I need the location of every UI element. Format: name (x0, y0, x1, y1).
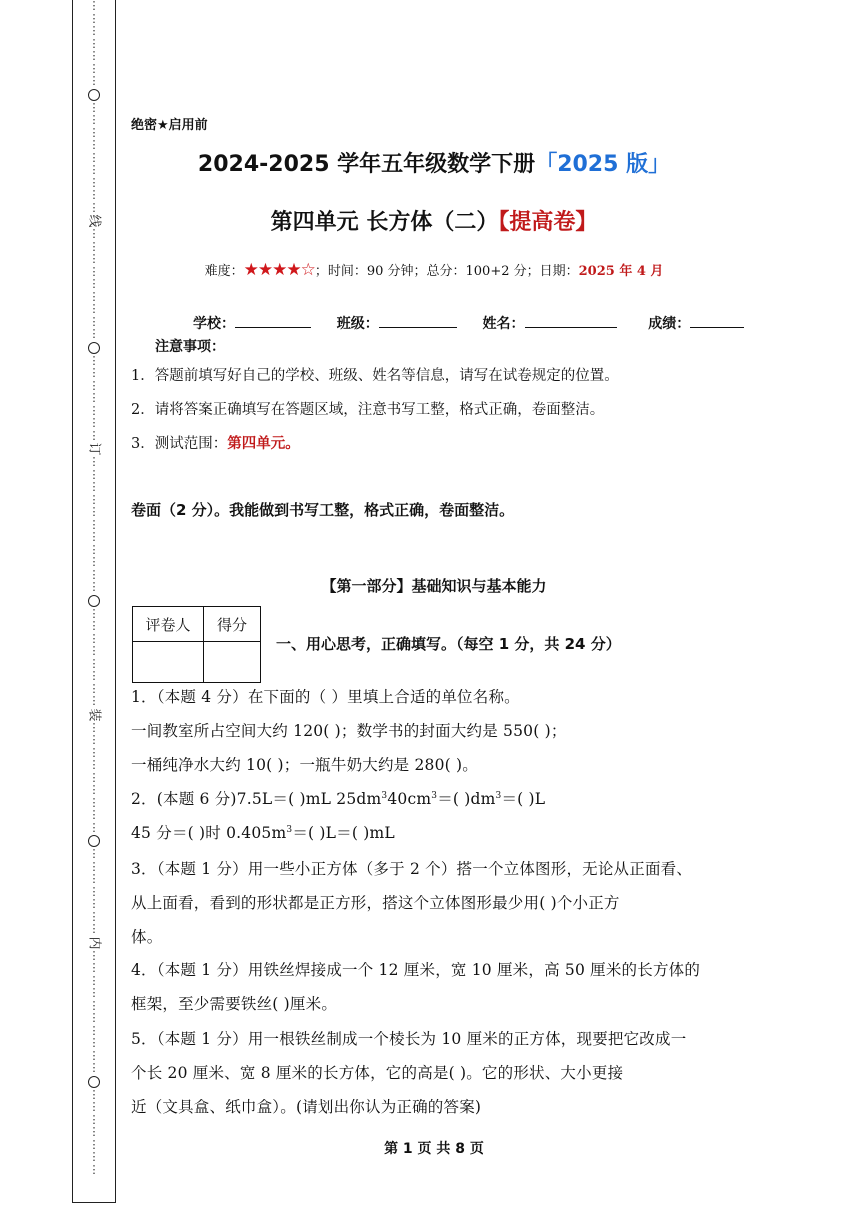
binding-dots: ⋮ (88, 770, 100, 784)
binding-dots: ⋮ (88, 239, 100, 253)
binding-dots: ⋮ (88, 808, 100, 821)
exam-meta (0, 260, 868, 280)
binding-dots: ⋮ (88, 1150, 100, 1163)
notes-title: 注意事项： (155, 339, 225, 355)
binding-strip (72, 0, 116, 1203)
binding-dots: ⋮ (88, 505, 100, 518)
binding-dots: ⋮ (88, 694, 100, 707)
binding-dots: ⋮ (88, 961, 100, 974)
binding-dots: ⋮ (88, 580, 100, 593)
binding-dots: ⋮ (88, 289, 100, 303)
reviewer-header: 评卷人 (133, 607, 204, 642)
name-field[interactable] (525, 313, 617, 328)
binding-dots: ⋮ (88, 163, 100, 176)
school-label: 学校： (193, 316, 235, 332)
class-label: 班级： (336, 316, 379, 332)
neatness-statement: 卷面（2 分）。我能做到书写工整，格式正确，卷面整洁。 (131, 501, 515, 519)
binding-dots: ⋮ (88, 884, 100, 898)
star-filled-icon: ★ (257, 260, 273, 280)
question-2-line-2: 45 分＝( )时 $0.405m^3=$( )L＝( )mL (131, 824, 395, 842)
note-3-prefix: 3．测试范围： (131, 436, 228, 452)
confidential-label: 绝密★启用前 (131, 118, 208, 133)
binding-hole-icon (88, 89, 100, 101)
binding-dots: ⋮ (88, 391, 100, 404)
binding-dots: ⋮ (88, 1162, 100, 1176)
school-field[interactable] (235, 313, 311, 328)
binding-dots: ⋮ (88, 378, 100, 392)
binding-char: 内 (86, 935, 102, 950)
grader-table (132, 606, 261, 683)
page-title (0, 147, 868, 178)
page-number: 第 1 页 共 8 页 (384, 1141, 484, 1157)
binding-dots: ⋮ (88, 948, 100, 962)
binding-dots: ⋮ (88, 669, 100, 682)
binding-dots: ⋮ (88, 302, 100, 315)
question-1-line-1: 一间教室所占空间大约 120( )；数学书的封面大约是 550( )； (131, 722, 567, 740)
binding-dots: ⋮ (88, 795, 100, 809)
binding-dots: ⋮ (88, 138, 100, 151)
binding-dots: ⋮ (88, 909, 100, 923)
question-1-line-2: 一桶纯净水大约 10( )；一瓶牛奶大约是 280( )。 (131, 756, 479, 774)
binding-hole-icon (88, 595, 100, 607)
star-filled-icon: ★ (272, 260, 287, 280)
note-2: 2．请将答案正确填写在答题区域，注意书写工整，格式正确，卷面整洁。 (131, 402, 605, 418)
binding-dots: ⋮ (88, 264, 100, 278)
binding-dots: ⋮ (88, 820, 100, 834)
binding-dots: ⋮ (88, 783, 100, 796)
student-info-row (193, 313, 744, 333)
binding-dots: ⋮ (88, 859, 100, 873)
star-filled-icon: ★ (243, 260, 258, 280)
binding-dots: ⋮ (88, 227, 100, 240)
q2-part-c: ＝( )dm (437, 790, 496, 808)
subtitle-main: 第四单元 长方体（二） (270, 210, 499, 235)
binding-dots: ⋮ (88, 1011, 100, 1024)
binding-dots: ⋮ (88, 277, 100, 290)
title-edition: 「2025 版」 (535, 152, 671, 177)
binding-dots: ⋮ (88, 517, 100, 531)
score-header: 得分 (204, 607, 261, 642)
binding-dots: ⋮ (88, 150, 100, 164)
binding-dots: ⋮ (88, 656, 100, 670)
binding-dots: ⋮ (88, 847, 100, 860)
binding-dots: ⋮ (88, 36, 100, 50)
binding-dots: ⋮ (88, 416, 100, 429)
question-3-line-3: 体。 (131, 928, 163, 946)
star-filled-icon: ★ (286, 260, 301, 280)
binding-dots: ⋮ (88, 467, 100, 481)
binding-dots: ⋮ (88, 619, 100, 632)
binding-dots: ⋮ (88, 555, 100, 568)
note-3 (131, 432, 300, 453)
question-5-line-1: 5．（本题 1 分）用一根铁丝制成一个棱长为 10 厘米的正方体，现要把它改成一 (131, 1030, 687, 1048)
binding-dots: ⋮ (88, 1023, 100, 1037)
binding-dots: ⋮ (88, 492, 100, 506)
binding-dots: ⋮ (88, 1036, 100, 1049)
name-label: 姓名： (482, 316, 525, 332)
binding-dots: ⋮ (88, 100, 100, 114)
binding-dots: ⋮ (88, 366, 100, 379)
binding-dots: ⋮ (88, 922, 100, 935)
binding-dots: ⋮ (88, 542, 100, 556)
binding-dots: ⋮ (88, 113, 100, 126)
binding-dots: ⋮ (88, 11, 100, 25)
binding-dots: ⋮ (88, 973, 100, 987)
binding-dots: ⋮ (88, 644, 100, 657)
q2-part-e: 45 分＝( )时 0.405m (131, 824, 287, 842)
class-field[interactable] (379, 313, 457, 328)
binding-dots: ⋮ (88, 403, 100, 417)
binding-dots: ⋮ (88, 1112, 100, 1126)
title-main: 2024-2025 学年五年级数学下册 (197, 152, 536, 177)
question-4-line-2: 框架，至少需要铁丝( )厘米。 (131, 995, 338, 1013)
binding-hole-icon (88, 1076, 100, 1088)
reviewer-cell[interactable] (133, 642, 204, 683)
binding-dots: ⋮ (88, 252, 100, 265)
binding-dots: ⋮ (88, 49, 100, 62)
subtitle-tag: 【提高卷】 (498, 210, 598, 235)
binding-dots: ⋮ (88, 681, 100, 695)
binding-dots: ⋮ (88, 188, 100, 201)
difficulty-label: 难度： (204, 264, 244, 279)
note-3-range: 第四单元。 (227, 435, 300, 452)
question-5-line-2: 个长 20 厘米、宽 8 厘米的长方体，它的高是( )。它的形状、大小更接 (131, 1064, 624, 1082)
binding-dots: ⋮ (88, 897, 100, 910)
question-5-line-3: 近（文具盒、纸巾盒）。(请划出你认为正确的答案) (131, 1098, 482, 1116)
section1-title: 一、用心思考，正确填写。（每空 1 分，共 24 分） (276, 635, 621, 653)
binding-dots: ⋮ (88, 314, 100, 328)
page-subtitle (0, 205, 868, 236)
binding-dots: ⋮ (88, 200, 100, 214)
binding-dots: ⋮ (88, 530, 100, 543)
binding-dots: ⋮ (88, 758, 100, 771)
binding-char: 订 (86, 442, 102, 456)
binding-dots: ⋮ (88, 1137, 100, 1151)
binding-dots: ⋮ (88, 428, 100, 442)
binding-dots: ⋮ (88, 455, 100, 468)
binding-dots: ⋮ (88, 631, 100, 645)
binding-dots: ⋮ (88, 872, 100, 885)
star-empty-icon: ☆ (300, 260, 315, 280)
score-field[interactable] (690, 313, 744, 328)
binding-dots: ⋮ (88, 74, 100, 87)
q2-part-f: ＝( )L＝( )mL (292, 824, 395, 842)
question-2-line-1: 2．(本题 6 分)7.5L＝( )mL $25dm^340cm^3=$( )$dm^3=$( )L (131, 790, 546, 808)
binding-dots: ⋮ (88, 327, 100, 340)
binding-dots: ⋮ (88, 1061, 100, 1074)
binding-hole-icon (88, 835, 100, 847)
binding-dots: ⋮ (88, 1087, 100, 1101)
binding-column (73, 0, 115, 1202)
binding-dots: ⋮ (88, 0, 100, 12)
binding-dots: ⋮ (88, 125, 100, 139)
binding-dots: ⋮ (88, 745, 100, 759)
binding-dots: ⋮ (88, 986, 100, 999)
score-label: 成绩： (648, 316, 691, 332)
meta-details: ；时间：90 分钟；总分：100+2 分；日期： (314, 264, 579, 279)
q2-part-d: ＝( )L (501, 790, 546, 808)
binding-char: 线 (86, 214, 102, 228)
binding-dots: ⋮ (88, 1100, 100, 1113)
binding-hole-icon (88, 342, 100, 354)
score-cell[interactable] (204, 642, 261, 683)
binding-dots: ⋮ (88, 61, 100, 75)
binding-dots: ⋮ (88, 998, 100, 1012)
part1-title: 【第一部分】基础知识与基本能力 (321, 577, 547, 595)
question-4-line-1: 4．（本题 1 分）用铁丝焊接成一个 12 厘米，宽 10 厘米，高 50 厘米的长方体的 (131, 961, 701, 979)
question-3-line-1: 3．（本题 1 分）用一些小正方体（多于 2 个）搭一个立体图形，无论从正面看、 (131, 860, 693, 878)
binding-dots: ⋮ (88, 567, 100, 581)
question-1-head: 1．（本题 4 分）在下面的（ ）里填上合适的单位名称。 (131, 688, 520, 706)
binding-dots: ⋮ (88, 606, 100, 620)
q2-part-a: 2．(本题 6 分)7.5L＝( )mL 25dm (131, 790, 382, 808)
binding-dots: ⋮ (88, 1048, 100, 1062)
binding-dots: ⋮ (88, 733, 100, 746)
difficulty-stars (243, 260, 315, 280)
binding-dots: ⋮ (88, 480, 100, 493)
binding-dots: ⋮ (88, 175, 100, 189)
exam-date: 2025 年 4 月 (578, 264, 664, 279)
binding-dots: ⋮ (88, 720, 100, 734)
binding-dots: ⋮ (88, 353, 100, 367)
binding-dots: ⋮ (88, 24, 100, 37)
binding-dots: ⋮ (88, 1125, 100, 1138)
note-1: 1．答题前填写好自己的学校、班级、姓名等信息，请写在试卷规定的位置。 (131, 368, 619, 384)
q2-part-b: 40cm (387, 790, 432, 808)
binding-char: 装 (86, 707, 102, 722)
question-3-line-2: 从上面看，看到的形状都是正方形，搭这个立体图形最少用( )个小正方 (131, 894, 620, 912)
